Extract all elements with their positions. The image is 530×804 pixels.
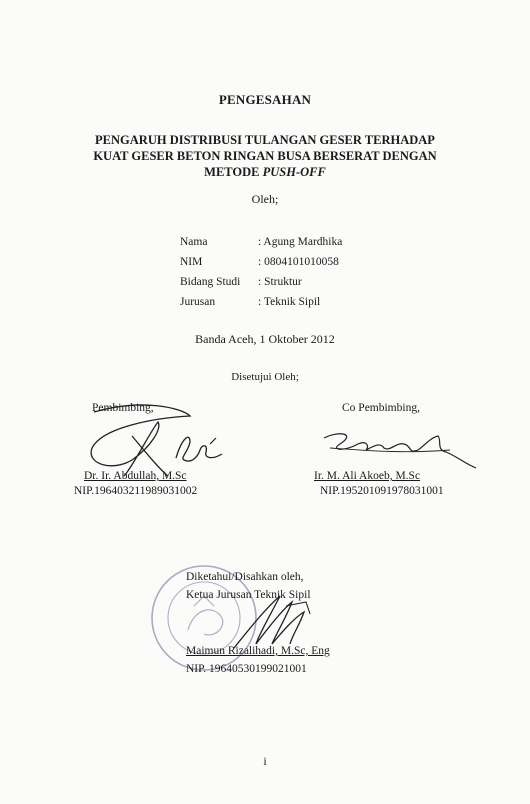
co-supervisor-nip: NIP.195201091978031001 (320, 485, 444, 497)
head-of-department-nip: NIP. 19640530199021001 (186, 663, 307, 675)
page-heading: PENGESAHAN (218, 92, 312, 107)
info-value: : 0804101010058 (258, 256, 339, 268)
title-line-3-italic: PUSH-OFF (262, 165, 326, 179)
supervisor-role: Pembimbing, (92, 402, 154, 414)
title-line-3-prefix: METODE (204, 165, 263, 179)
head-of-department-signature (220, 588, 340, 658)
info-row-nim (180, 252, 342, 272)
student-info (180, 232, 342, 312)
supervisor-signature (72, 398, 272, 478)
co-supervisor-role: Co Pembimbing, (342, 402, 420, 414)
page-number: i (263, 754, 267, 768)
info-row-name (180, 232, 342, 252)
title-line-3 (0, 164, 530, 180)
validation-line-2: Ketua Jurusan Teknik Sipil (186, 589, 311, 601)
validation-line-1: Diketahui/Disahkan oleh, (186, 571, 304, 583)
info-label: Jurusan (180, 296, 216, 308)
head-of-department-name: Maimun Rizalihadi, M.Sc, Eng (186, 645, 330, 657)
info-label: Bidang Studi (180, 276, 241, 288)
co-supervisor-name: Ir. M. Ali Akoeb, M.Sc (314, 470, 421, 482)
title-line-2: KUAT GESER BETON RINGAN BUSA BERSERAT DENGAN (93, 149, 437, 163)
info-label: Nama (180, 236, 208, 248)
thesis-title (0, 132, 530, 180)
title-line-1: PENGARUH DISTRIBUSI TULANGAN GESER TERHADAP (95, 133, 435, 147)
supervisor-name: Dr. Ir. Abdullah, M.Sc (84, 470, 187, 482)
info-row-field (180, 272, 342, 292)
co-supervisor-signature (300, 398, 480, 478)
supervisor-nip: NIP.196403211989031002 (74, 485, 198, 497)
info-value: : Teknik Sipil (258, 296, 321, 308)
info-label: NIM (180, 256, 203, 268)
approved-by-label: Disetujui Oleh; (231, 371, 299, 383)
info-value: : Struktur (258, 276, 302, 288)
info-row-department (180, 292, 342, 312)
by-label: Oleh; (251, 192, 279, 206)
info-value: : Agung Mardhika (258, 236, 343, 248)
date-place: Banda Aceh, 1 Oktober 2012 (195, 332, 335, 346)
